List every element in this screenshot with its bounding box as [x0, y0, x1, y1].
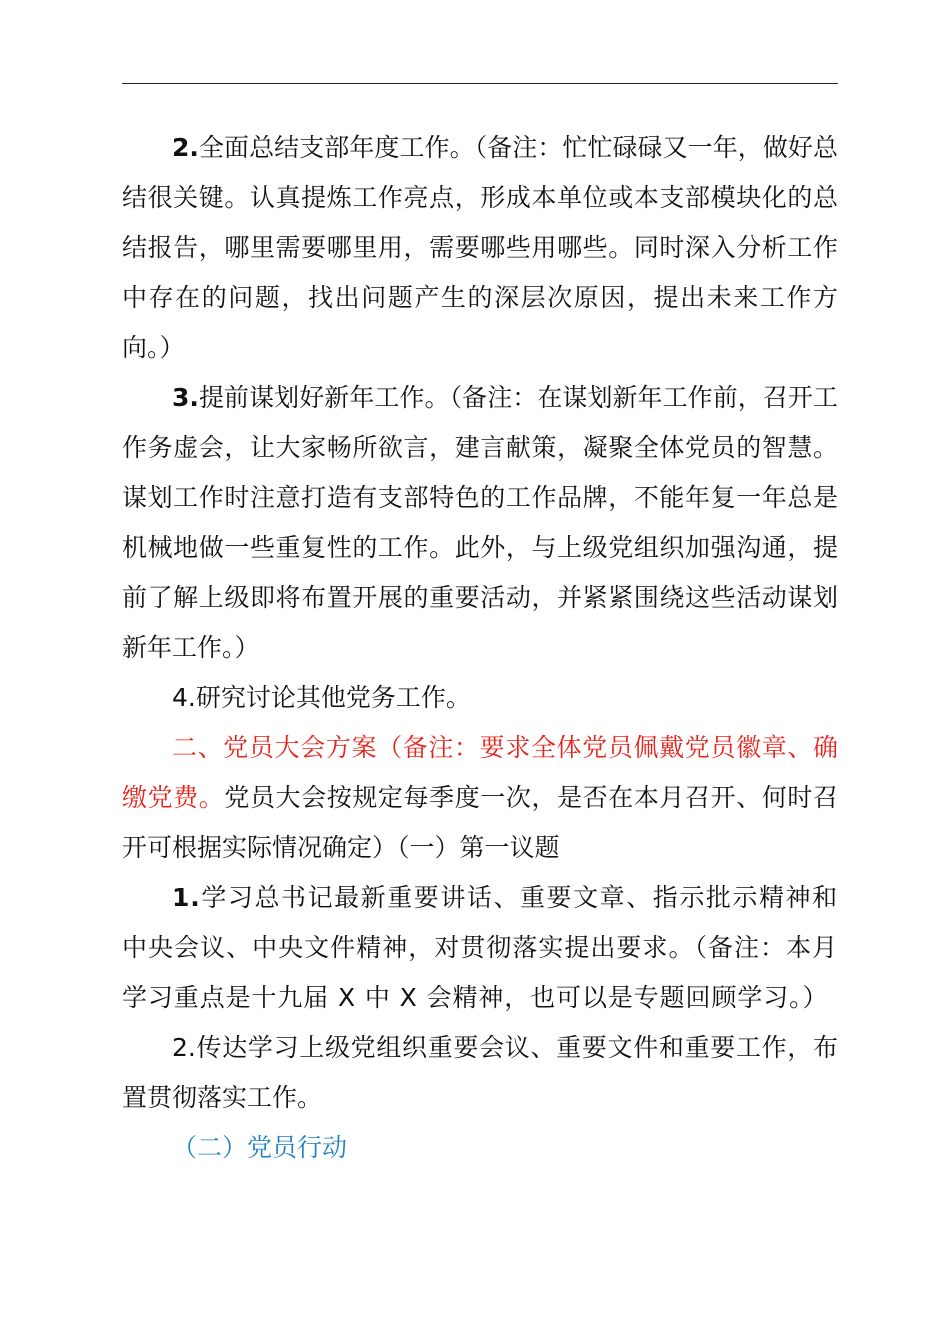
subsection-heading-text: （二）党员行动	[172, 1133, 348, 1162]
section-heading-party-meeting	[122, 723, 838, 873]
item-number: 2.	[172, 133, 199, 162]
paragraph-text: 提前谋划好新年工作。（备注：在谋划新年工作前，召开工作务虚会，让大家畅所欲言，建言献策，凝聚全体党员的智慧。谋划工作时注意打造有支部特色的工作品牌，不能年复一年总是机械地做一些重复性的工作。此外，与上级党组织加强沟通，提前了解上级即将布置开展的重要活动，并紧紧围绕这些活动谋划新年工作。）	[122, 383, 838, 662]
paragraph-summarize-work	[122, 123, 838, 373]
paragraph-text: 4.研究讨论其他党务工作。	[172, 683, 471, 712]
paragraph-plan-new-year	[122, 373, 838, 673]
paragraph-convey-meetings	[122, 1023, 838, 1123]
document-body	[122, 123, 838, 1173]
item-number: 1.	[172, 883, 201, 912]
paragraph-text: 2.传达学习上级党组织重要会议、重要文件和重要工作，布置贯彻落实工作。	[122, 1033, 838, 1112]
subsection-heading-party-action	[122, 1123, 838, 1173]
header-rule	[122, 83, 838, 84]
paragraph-text: 全面总结支部年度工作。（备注：忙忙碌碌又一年，做好总结很关键。认真提炼工作亮点，形成本单位或本支部模块化的总结报告，哪里需要哪里用，需要哪些用哪些。同时深入分析工作中存在的问题，找出问题产生的深层次原因，提出未来工作方向。）	[122, 133, 838, 362]
section-heading-red: 二、党员大会方案（备注：要求全体党员佩戴党员徽章、确缴党费。	[122, 733, 838, 812]
paragraph-text: 党员大会按规定每季度一次，是否在本月召开、何时召开可根据实际情况确定）（一）第一议题	[122, 783, 838, 862]
paragraph-study-speeches	[122, 873, 838, 1023]
paragraph-other-affairs	[122, 673, 838, 723]
item-number: 3.	[172, 383, 199, 412]
paragraph-text: 学习总书记最新重要讲话、重要文章、指示批示精神和中央会议、中央文件精神，对贯彻落实提出要求。（备注：本月学习重点是十九届 X 中 X 会精神，也可以是专题回顾学习。）	[122, 883, 838, 1012]
